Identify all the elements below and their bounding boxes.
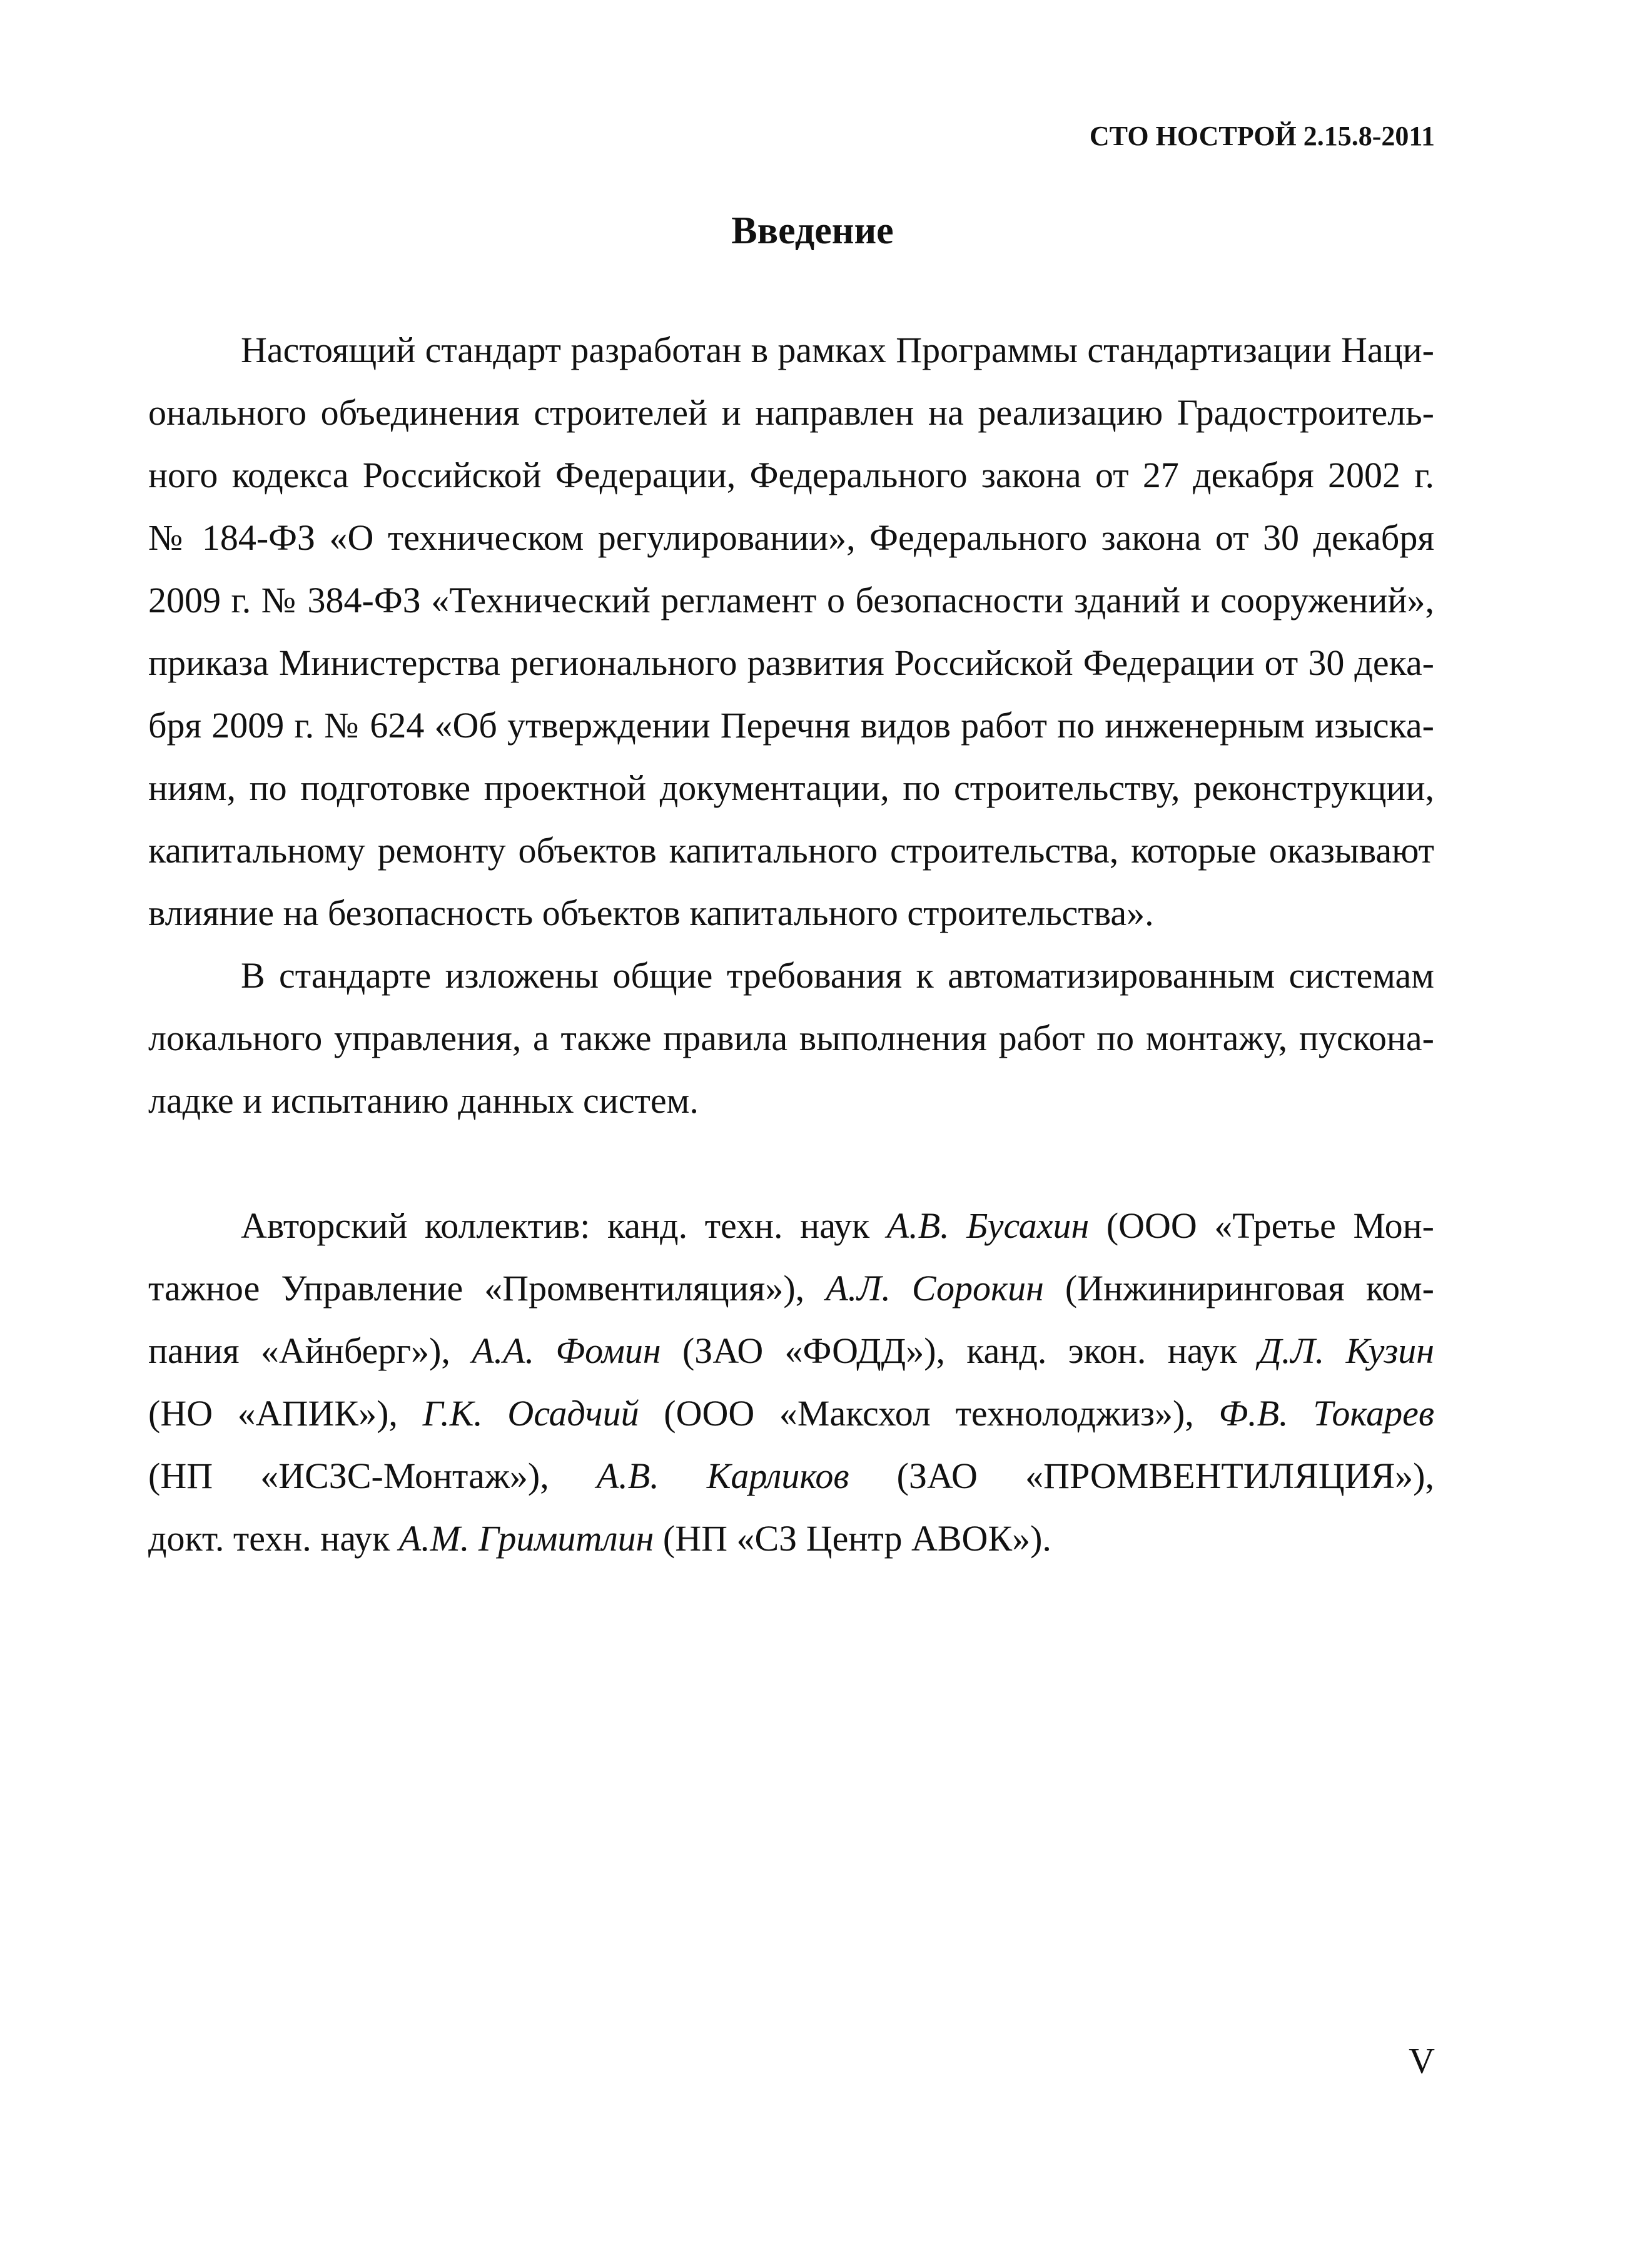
author-name: Ф.В. Токарев [1218, 1393, 1434, 1434]
text-line: приказа Министерства регионального развития Российской Федерации от 30 дека- [148, 642, 1434, 683]
intro-paragraph [148, 319, 1434, 944]
text-line: бря 2009 г. № 624 «Об утверждении Перечня видов работ по инженерным изыска- [148, 705, 1434, 746]
text-line: Настоящий стандарт разработан в рамках Программы стандартизации Наци- [241, 330, 1434, 370]
document-body [148, 319, 1434, 1570]
text-line: влияние на безопасность объектов капитального строительства». [148, 893, 1154, 933]
text-line: 2009 г. № 384-ФЗ «Технический регламент о безопасности зданий и сооружений», [148, 580, 1434, 620]
text-segment: (ООО «Максхол технолоджиз»), [639, 1393, 1219, 1434]
text-segment: тажное Управление «Промвентиляция»), [148, 1268, 826, 1309]
text-line: капитальному ремонту объектов капитального строительства, которые оказывают [148, 830, 1434, 871]
author-name: А.Л. Сорокин [826, 1268, 1044, 1309]
text-line [148, 1320, 1434, 1382]
paragraph-spacer [148, 1132, 1434, 1195]
text-line [148, 1195, 1434, 1257]
text-line: ного кодекса Российской Федерации, Федерального закона от 27 декабря 2002 г. [148, 455, 1434, 495]
text-line: ладке и испытанию данных систем. [148, 1080, 699, 1121]
text-segment: (НП «ИСЗС-Монтаж»), [148, 1455, 597, 1496]
text-line: локального управления, а также правила выполнения работ по монтажу, пускона- [148, 1018, 1434, 1058]
section-title: Введение [731, 210, 894, 252]
author-name: А.М. Гримитлин [398, 1518, 654, 1559]
text-segment: (НП «СЗ Центр АВОК»). [654, 1518, 1051, 1559]
text-line [148, 1257, 1434, 1320]
text-segment: пания «Айнберг»), [148, 1330, 472, 1371]
authors-paragraph [148, 1195, 1434, 1570]
text-segment: Авторский коллектив: канд. техн. наук [241, 1205, 887, 1246]
text-line: онального объединения строителей и направлен на реализацию Градостроитель- [148, 392, 1434, 433]
text-segment: (Инжиниринговая ком- [1043, 1268, 1434, 1309]
text-line: В стандарте изложены общие требования к автоматизированным системам [241, 955, 1434, 996]
text-segment: (ЗАО «ФОДД»), канд. экон. наук [661, 1330, 1259, 1371]
author-name: Д.Л. Кузин [1258, 1330, 1435, 1371]
text-segment: докт. техн. наук [148, 1518, 399, 1559]
text-line [148, 1445, 1434, 1507]
scope-paragraph [148, 944, 1434, 1132]
text-line: № 184-ФЗ «О техническом регулировании», Федерального закона от 30 декабря [148, 517, 1434, 558]
text-segment: (ООО «Третье Мон- [1089, 1205, 1434, 1246]
text-line: ниям, по подготовке проектной документации, по строительству, реконструкции, [148, 767, 1434, 808]
text-segment: (НО «АПИК»), [148, 1393, 423, 1434]
document-code-header: СТО НОСТРОЙ 2.15.8-2011 [1089, 121, 1435, 151]
page-number: V [1409, 2040, 1435, 2081]
author-name: А.В. Бусахин [886, 1205, 1090, 1246]
author-name: А.В. Карликов [596, 1455, 849, 1496]
text-line [148, 1382, 1434, 1445]
author-name: Г.К. Осадчий [422, 1393, 639, 1434]
author-name: А.А. Фомин [472, 1330, 661, 1371]
text-line [148, 1507, 1434, 1570]
text-segment: (ЗАО «ПРОМВЕНТИЛЯЦИЯ»), [849, 1455, 1434, 1496]
